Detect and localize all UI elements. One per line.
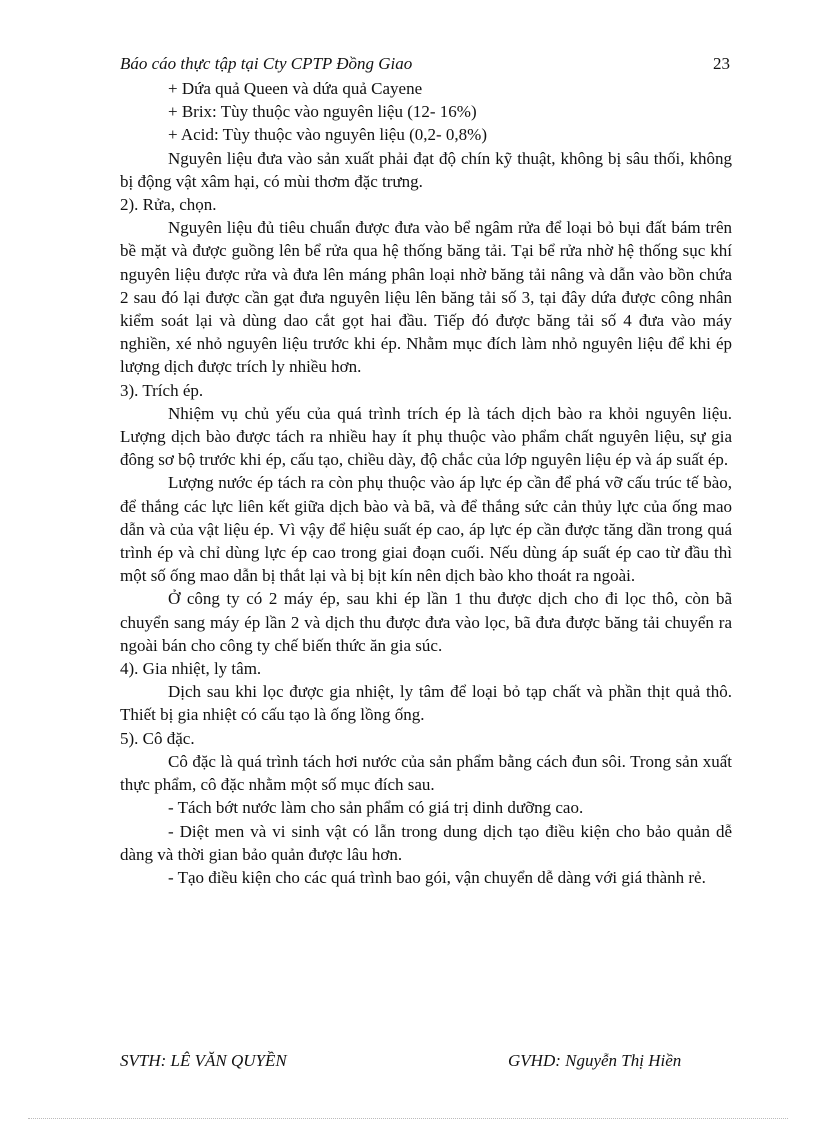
page-number: 23 [713, 54, 730, 73]
paragraph: Ở công ty có 2 máy ép, sau khi ép lần 1 thu được dịch cho đi lọc thô, còn bã chuyển sang máy ép lần 2 và dịch thu được đưa vào lọc, bã đưa được băng tải chuyển ra ngoài bán cho công ty chế biến thức ăn gia súc. [120, 589, 732, 655]
paragraph: Nguyên liệu đủ tiêu chuẩn được đưa vào bể ngâm rửa để loại bỏ bụi đất bám trên bề mặt và được guồng lên bể rửa qua hệ thống băng tải. Tại bể rửa nhờ hệ thống sục khí nguyên liệu được rửa và đưa lên máng phân loại nhờ băng tải nâng và dẫn vào bồn chứa 2 sau đó lại được cần gạt đưa nguyên liệu lên băng tải số 3, tại đây dứa được công nhân kiểm soát lại và dùng dao cắt gọt hai đầu. Tiếp đó được băng tải số 4 đưa vào máy nghiền, xé nhỏ nguyên liệu trước khi ép. Nhằm mục đích làm nhỏ nguyên liệu để khi ép lượng dịch được trích ly nhiều hơn. [120, 218, 732, 377]
header-title: Báo cáo thực tập tại Cty CPTP Đồng Giao [120, 54, 413, 73]
paragraph: Nguyên liệu đưa vào sản xuất phải đạt độ chín kỹ thuật, không bị sâu thối, không bị động vật xâm hại, có mùi thơm đặc trưng. [120, 148, 732, 191]
footer-student: SVTH: LÊ VĂN QUYỀN [120, 1051, 287, 1070]
paragraph: Lượng nước ép tách ra còn phụ thuộc vào áp lực ép cần để phá vỡ cấu trúc tế bào, để thắng các lực liên kết giữa dịch bào và bã, và để thắng sức cản thủy lực của ống mao dẫn và của vật liệu ép. Vì vậy để hiệu suất ép cao, áp lực ép cần được tăng dần trong quá trình ép và chỉ dùng lực ép cao trong giai đoạn cuối. Nếu dùng áp suất ép cao từ đầu thì một số ống mao dẫn bị thắt lại và bị bịt kín nên dịch bào kho thoát ra ngoài. [120, 473, 732, 586]
list-item: - Tách bớt nước làm cho sản phẩm có giá trị dinh dưỡng cao. [168, 798, 584, 818]
body-text [120, 77, 732, 889]
paragraph: Nhiệm vụ chủ yếu của quá trình trích ép là tách dịch bào ra khỏi nguyên liệu. Lượng dịch bào được tách ra nhiều hay ít phụ thuộc vào phẩm chất nguyên liệu, sự gia đông sơ bộ trước khi ép, cấu tạo, chiều dày, độ chắc của lớp nguyên liệu ép và áp suất ép. [120, 403, 732, 470]
bottom-divider [28, 1118, 788, 1119]
page-footer [120, 1049, 732, 1073]
section-heading: 5). Cô đặc. [120, 728, 195, 748]
section-heading: 2). Rửa, chọn. [120, 195, 217, 215]
page-header [120, 52, 732, 76]
bullet-item: + Dứa quả Queen và dứa quả Cayene [168, 79, 423, 98]
bullet-item: + Brix: Tùy thuộc vào nguyên liệu (12- 16%) [168, 102, 477, 122]
paragraph: Dịch sau khi lọc được gia nhiệt, ly tâm để loại bỏ tạp chất và phần thịt quả thô. Thiết bị gia nhiệt có cấu tạo là ống lồng ống. [120, 682, 732, 725]
section-heading: 3). Trích ép. [120, 380, 204, 400]
bullet-item: + Acid: Tùy thuộc vào nguyên liệu (0,2- 0,8%) [168, 125, 487, 145]
paragraph: Cô đặc là quá trình tách hơi nước của sản phẩm bằng cách đun sôi. Trong sản xuất thực phẩm, cô đặc nhằm một số mục đích sau. [120, 751, 732, 795]
list-item: - Tạo điều kiện cho các quá trình bao gói, vận chuyển dễ dàng với giá thành rẻ. [168, 867, 706, 887]
list-item: - Diệt men và vi sinh vật có lẫn trong dung dịch tạo điều kiện cho bảo quản dễ dàng và thời gian bảo quản được lâu hơn. [120, 821, 732, 864]
footer-advisor: GVHD: Nguyễn Thị Hiền [508, 1051, 682, 1070]
section-heading: 4). Gia nhiệt, ly tâm. [120, 659, 262, 679]
